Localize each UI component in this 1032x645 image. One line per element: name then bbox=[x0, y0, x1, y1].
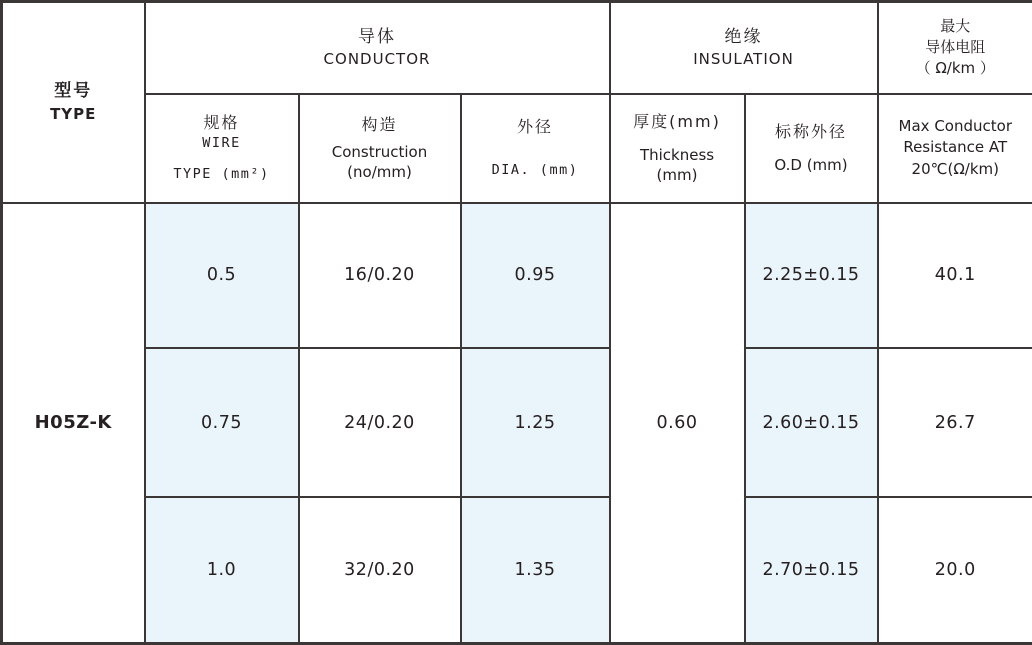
max-resistance-line1: Max Conductor bbox=[898, 117, 1012, 136]
row-0-dia-cell bbox=[461, 203, 610, 349]
row-1-resistance-cell bbox=[878, 348, 1032, 497]
construction-value: 32/0.20 bbox=[344, 559, 415, 580]
max-resistance-zh2: 导体电阻 bbox=[925, 38, 986, 57]
construction-header-en1: Construction bbox=[331, 142, 428, 161]
row-2-construction-cell bbox=[299, 497, 461, 644]
wire-header-en2: TYPE (mm²) bbox=[173, 165, 270, 182]
table-row bbox=[2, 348, 1032, 497]
construction-header-en2: (no/mm) bbox=[347, 162, 412, 181]
wire-value: 1.0 bbox=[206, 559, 237, 580]
construction-header-zh: 构造 bbox=[361, 115, 398, 135]
thickness-header-en1: Thickness bbox=[639, 145, 715, 164]
max-resistance-zh1: 最大 bbox=[940, 16, 971, 35]
table-row bbox=[2, 497, 1032, 644]
dia-header-en: DIA. (mm) bbox=[491, 162, 579, 179]
od-header-cell bbox=[745, 94, 878, 203]
row-2-resistance-cell bbox=[878, 497, 1032, 644]
type-value: H05Z-K bbox=[34, 412, 112, 434]
row-1-wire-cell bbox=[145, 348, 299, 497]
row-0-od-cell bbox=[745, 203, 878, 349]
od-header-zh: 标称外径 bbox=[775, 122, 848, 142]
row-1-dia-cell bbox=[461, 348, 610, 497]
dia-value: 1.35 bbox=[514, 559, 556, 580]
table-row bbox=[2, 203, 1032, 349]
wire-header-zh: 规格 bbox=[203, 113, 240, 133]
insulation-group-en: INSULATION bbox=[693, 50, 794, 69]
type-value-cell bbox=[2, 203, 145, 644]
resistance-value: 26.7 bbox=[934, 412, 976, 433]
conductor-group-cell bbox=[145, 2, 610, 94]
insulation-group-cell bbox=[610, 2, 878, 94]
row-0-wire-cell bbox=[145, 203, 299, 349]
thickness-value: 0.60 bbox=[656, 412, 698, 433]
od-value: 2.60±0.15 bbox=[762, 412, 860, 433]
thickness-header-en2: (mm) bbox=[656, 165, 698, 184]
row-2-od-cell bbox=[745, 497, 878, 644]
row-2-dia-cell bbox=[461, 497, 610, 644]
thickness-value-cell bbox=[610, 203, 745, 644]
row-0-resistance-cell bbox=[878, 203, 1032, 349]
resistance-value: 40.1 bbox=[934, 265, 976, 286]
wire-value: 0.5 bbox=[206, 265, 237, 286]
conductor-group-zh: 导体 bbox=[358, 26, 396, 47]
max-resistance-unit: （ Ω/km ） bbox=[915, 59, 995, 78]
insulation-group-zh: 绝缘 bbox=[724, 26, 763, 47]
od-header-en: O.D (mm) bbox=[774, 155, 848, 174]
type-header-cell bbox=[2, 2, 145, 203]
wire-header-en1: WIRE bbox=[202, 135, 241, 151]
resistance-value: 20.0 bbox=[934, 559, 976, 580]
max-resistance-group-cell bbox=[878, 2, 1032, 94]
row-2-wire-cell bbox=[145, 497, 299, 644]
dia-header-zh: 外径 bbox=[517, 116, 554, 136]
max-resistance-header-cell bbox=[878, 94, 1032, 203]
construction-value: 24/0.20 bbox=[344, 412, 415, 433]
max-resistance-line2: Resistance AT bbox=[903, 138, 1008, 157]
od-value: 2.25±0.15 bbox=[762, 265, 860, 286]
dia-value: 0.95 bbox=[514, 265, 556, 286]
row-1-construction-cell bbox=[299, 348, 461, 497]
type-header-zh: 型号 bbox=[54, 81, 93, 102]
wire-header-cell bbox=[145, 94, 299, 203]
wire-value: 0.75 bbox=[201, 412, 242, 433]
dia-value: 1.25 bbox=[514, 412, 556, 433]
construction-header-cell bbox=[299, 94, 461, 203]
row-0-construction-cell bbox=[299, 203, 461, 349]
max-resistance-line3: 20℃(Ω/km) bbox=[911, 159, 999, 178]
conductor-group-en: CONDUCTOR bbox=[323, 50, 431, 69]
construction-value: 16/0.20 bbox=[344, 265, 415, 286]
row-1-od-cell bbox=[745, 348, 878, 497]
od-value: 2.70±0.15 bbox=[762, 559, 860, 580]
thickness-header-cell bbox=[610, 94, 745, 203]
dia-header-cell bbox=[461, 94, 610, 203]
type-header-en: TYPE bbox=[50, 104, 97, 123]
thickness-header-zh: 厚度(mm) bbox=[633, 112, 721, 132]
